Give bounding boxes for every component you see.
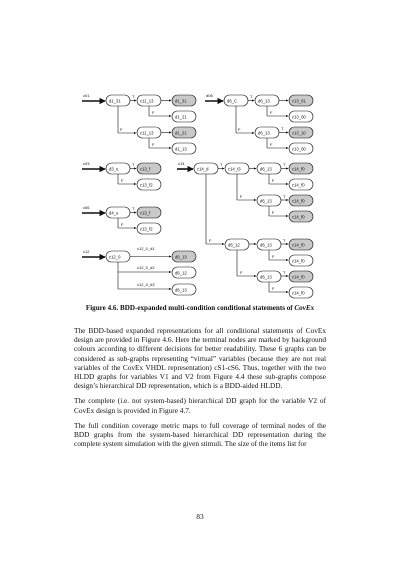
edge-label-f: F [240,194,243,199]
edge-label-f: F [240,270,243,275]
paragraph-1: The BDD-based expanded representations for all conditional statements of CovEx design are provided in Figure 4.6. Here the terminal nodes are marked by background colours according to different decisions for better readability. These 6 graphs can be considered as sub-graphs representing “virtual” variables (because they are not real variables of the CovEx VHDL representation) cS1-cS6. Thus, together with the two HLDD graphs for variables V1 and V2 from Figure 4.4 these sub-graphs compose design’s hierarchical DD representation, which is a BDD-aided HLDD. [74,326,326,391]
node-label: d1_21 [175,114,187,120]
input-label-c03: c03 [83,161,90,166]
edge-label-t: T [132,94,135,99]
edge-label-t: T [283,162,286,167]
node-label: c12_0 [109,254,121,260]
node-label: c13_f2 [140,182,153,188]
caption-italic: CovEx [294,304,315,312]
node-label: d6_13 [258,130,270,136]
body-text [74,326,326,454]
edge-label-f: F [270,110,273,115]
node-label: d6_13 [175,254,187,260]
node-label: c14_f0 [292,274,305,280]
node-label: c11_13 [140,130,154,136]
edge-label-f: F [120,127,123,132]
edge-label-t: T [283,194,286,199]
node-label: d6_12 [175,270,187,276]
node-label: c14_f0 [292,214,305,220]
edge-label-f: F [272,254,275,259]
node-label: c13_f2 [140,226,153,232]
edge-label-t: T [132,162,135,167]
node-label: d6_13 [175,287,187,293]
node-label: c14_f0 [292,166,305,172]
paragraph-2: The complete (i.e. not system-based) hierarchical DD graph for the variable V2 of CovEx design is provided in Figure 4.7. [74,396,326,415]
node-label: d6_13 [260,242,272,248]
node-label: c14_d [197,166,209,172]
page-number: 83 [196,512,204,521]
figure-caption [74,304,326,313]
edge-label-t: T [281,126,284,131]
edge-condition-label: c12_0_d3 [137,282,155,287]
node-label: c13_00 [292,114,306,120]
node-label: d4_u [109,210,119,216]
node-label: c14_f0 [292,258,305,264]
node-label: d1_31 [175,98,187,104]
edge-label-t: T [220,162,223,167]
node-label: d6_13 [260,198,272,204]
node-label: c14_t3 [228,166,241,172]
caption-text: Figure 4.6. BDD-expanded multi-condition conditional statements of [85,304,295,312]
edge-label-f: F [152,142,155,147]
node-label: d1_13 [175,146,187,152]
edge-label-f: F [121,222,124,227]
bdd-figure [80,87,322,301]
edge-label-t: T [132,206,135,211]
node-label: c13_00 [292,146,306,152]
node-label: c13_f [140,210,151,216]
node-label: c13_01 [292,98,306,104]
node-label: c14_f0 [292,198,305,204]
edge-label-f: F [238,127,241,132]
edge-label-t: T [250,94,253,99]
node-label: d6_12 [228,242,240,248]
node-label: c14_f0 [292,182,305,188]
edge-condition-label: c12_0_d1 [137,246,155,251]
edge-label-f: F [270,142,273,147]
node-label: d3_u [109,166,119,172]
input-label-d06: d06 [206,93,213,98]
node-label: d6_13 [260,274,272,280]
edge-label-f: F [272,286,275,291]
edge-label-t: T [283,270,286,275]
node-label: c11_13 [140,98,154,104]
edge-condition-label: c12_0_d2 [137,265,155,270]
input-label-c01: c01 [83,93,90,98]
node-label: c14_f0 [292,242,305,248]
paragraph-3: The full condition coverage metric maps to full coverage of terminal nodes of the BDD graphs from the system-based hierarchical DD representation during the complete system simulation with the given stimuli. The size of the items list for [74,420,326,449]
edge-label-f: F [272,178,275,183]
node-label: c13_f [140,166,151,172]
node-label: d1_21 [175,130,187,136]
edge-label-f: F [121,178,124,183]
node-label: d6_13 [260,166,272,172]
node-label: d1_31 [109,98,121,104]
edge-label-f: F [209,238,212,243]
input-label-c12: c12 [83,249,90,254]
node-label: c13_10 [292,130,306,136]
node-label: d6_13 [258,98,270,104]
edge-label-f: F [152,110,155,115]
edge-label-f: F [272,210,275,215]
input-label-c14: c14 [178,161,185,166]
edge-label-t: T [283,238,286,243]
node-label: d6_C [227,98,238,104]
node-label: c14_f0 [292,290,305,296]
input-label-c06: c06 [83,205,90,210]
